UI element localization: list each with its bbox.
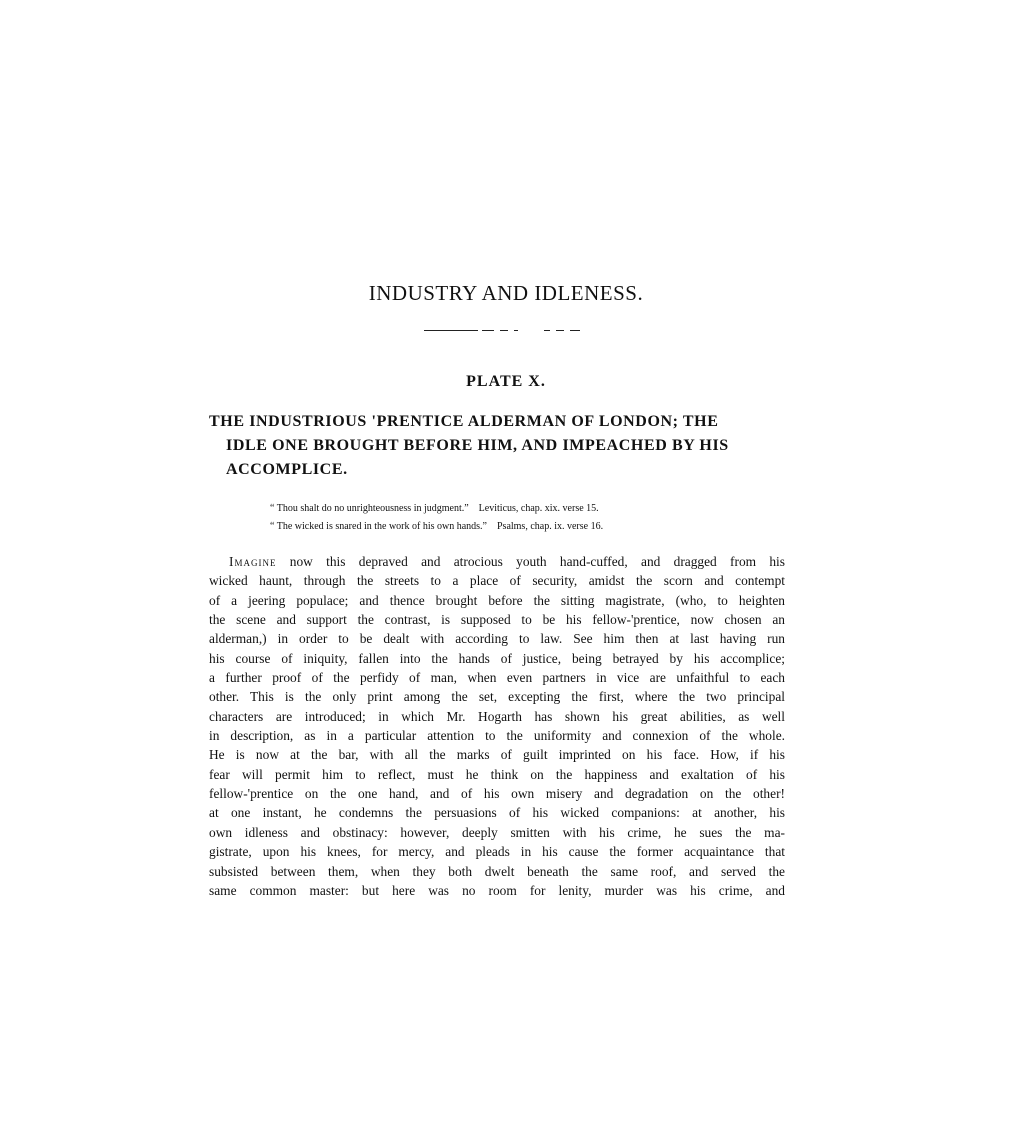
body-line: [209, 552, 785, 571]
subtitle-line: ACCOMPLICE.: [226, 461, 348, 478]
epigraph-leviticus: “ Thou shalt do no unrighteousness in judgment.” Leviticus, chap. xix. verse 15.: [270, 503, 599, 514]
body-line: same common master: but here was no room for lenity, murder was his crime, and: [209, 882, 785, 898]
body-line: fear will permit him to reflect, must he think on the happiness and exaltation of his: [209, 766, 785, 782]
plate-subtitle: [209, 410, 799, 482]
body-line: gistrate, upon his knees, for mercy, and pleads in his cause the former acquaintance that: [209, 844, 785, 860]
body-line: at one instant, he condemns the persuasions of his wicked companions: at another, his: [209, 805, 785, 821]
body-line: fellow-'prentice on the one hand, and of his own misery and degradation on the other!: [209, 786, 785, 802]
plate-heading: PLATE X.: [466, 373, 546, 390]
body-line: his course of iniquity, fallen into the hands of justice, being betrayed by his accomplice;: [209, 650, 785, 666]
body-paragraph: [209, 552, 785, 900]
body-line: characters are introduced; in which Mr. Hogarth has shown his great abilities, as well: [209, 708, 785, 724]
body-line: subsisted between them, when they both dwelt beneath the same roof, and served the: [209, 863, 785, 879]
epigraphs: [270, 500, 740, 536]
subtitle-line: THE INDUSTRIOUS 'PRENTICE ALDERMAN OF LONDON; THE: [209, 413, 719, 430]
page-title: INDUSTRY AND IDLENESS.: [368, 281, 644, 305]
body-line: a further proof of the perfidy of man, when even partners in vice are unfaithful to each: [209, 670, 785, 686]
body-line: wicked haunt, through the streets to a place of security, amidst the scorn and contempt: [209, 573, 785, 589]
body-line: in description, as in a particular attention to the uniformity and connexion of the whole.: [209, 728, 785, 744]
body-line: alderman,) in order to be dealt with according to law. See him then at last having run: [209, 631, 785, 647]
ornamental-rule: [424, 330, 580, 332]
epigraph-psalms: “ The wicked is snared in the work of his own hands.” Psalms, chap. ix. verse 16.: [270, 521, 604, 532]
body-line: other. This is the only print among the set, excepting the first, where the two principal: [209, 689, 785, 705]
drop-word: Imagine: [229, 554, 277, 569]
body-line: He is now at the bar, with all the marks of guilt imprinted on his face. How, if his: [209, 747, 785, 763]
body-line: of a jeering populace; and thence brought before the sitting magistrate, (who, to heighten: [209, 592, 785, 608]
body-line: own idleness and obstinacy: however, deeply smitten with his crime, he sues the ma-: [209, 824, 785, 840]
body-line: the scene and support the contrast, is supposed to be his fellow-'prentice, now chosen an: [209, 612, 785, 628]
subtitle-line: IDLE ONE BROUGHT BEFORE HIM, AND IMPEACHED BY HIS: [226, 437, 729, 454]
body-line-text: now this depraved and atrocious youth hand-cuffed, and dragged from his: [276, 554, 785, 569]
